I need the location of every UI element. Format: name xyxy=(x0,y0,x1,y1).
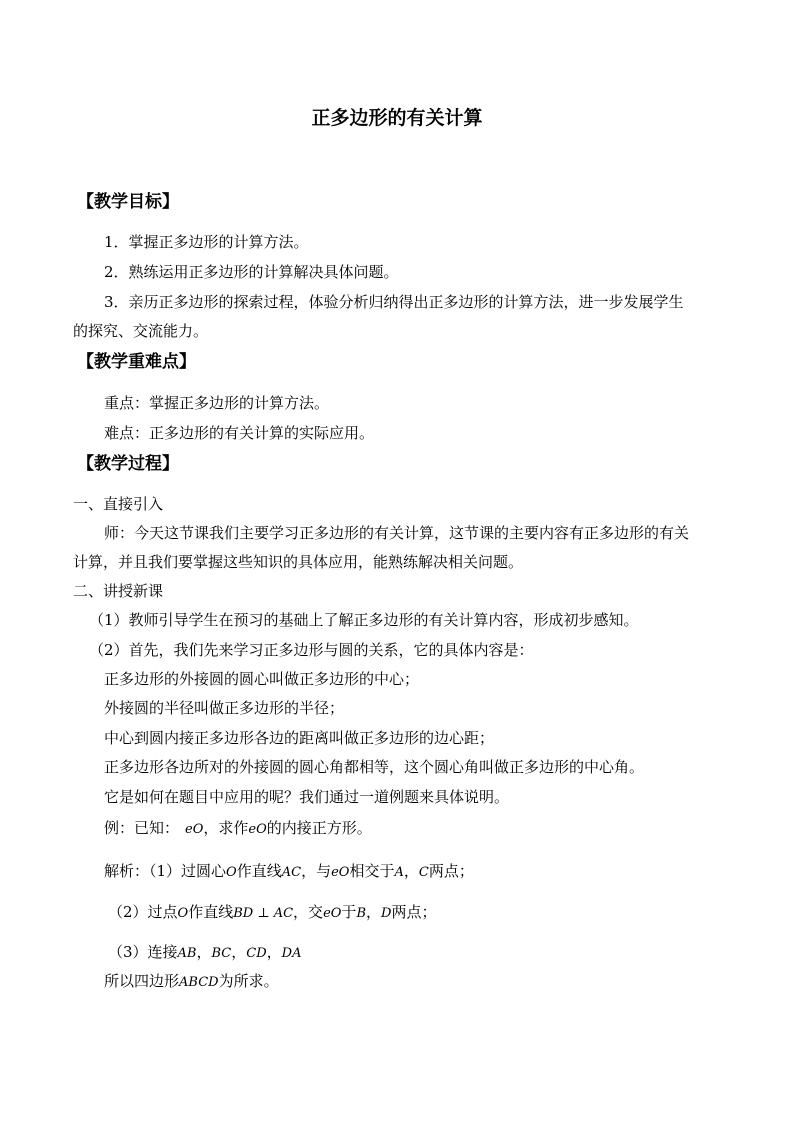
solution-step-1: 解析：（1）过圆心O作直线AC，与eO相交于A，C两点； xyxy=(104,862,474,880)
solution-step-3: （3）连接AB，BC，CD，DA xyxy=(108,943,302,961)
circle-o-symbol: eO xyxy=(331,865,350,880)
goal-item-2: 2．熟练运用正多边形的计算解决具体问题。 xyxy=(104,263,399,281)
goal-item-1: 1．掌握正多边形的计算方法。 xyxy=(104,233,309,251)
solution-step-2: （2）过点O作直线BD ⊥ AC，交eO于B，D两点； xyxy=(108,903,437,921)
part1-line-2: 计算，并且我们要掌握这些知识的具体应用，能熟练解决相关问题。 xyxy=(73,553,524,571)
part1-title: 一、直接引入 xyxy=(73,495,164,513)
part2-line-4: 外接圆的半径叫做正多边形的半径； xyxy=(104,699,345,717)
part2-line-6: 正多边形各边所对的外接圆的圆心角都相等，这个圆心角叫做正多边形的中心角。 xyxy=(104,758,645,776)
circle-o-symbol: eO xyxy=(323,906,342,921)
goals-heading: 【教学目标】 xyxy=(77,192,179,212)
conclusion-line: 所以四边形ABCD为所求。 xyxy=(104,972,279,990)
example-line: 例：已知： eO，求作eO的内接正方形。 xyxy=(104,819,372,837)
circle-o-symbol: eO xyxy=(248,822,267,837)
part1-line-1: 师：今天这节课我们主要学习正多边形的有关计算，这节课的主要内容有正多边形的有关 xyxy=(104,524,690,542)
part2-title: 二、讲授新课 xyxy=(73,582,164,600)
key-point-1: 重点：掌握正多边形的计算方法。 xyxy=(104,394,330,412)
goal-item-3: 3．亲历正多边形的探索过程，体验分析归纳得出正多边形的计算方法，进一步发展学生 xyxy=(104,293,684,311)
page-title: 正多边形的有关计算 xyxy=(311,107,483,129)
circle-o-symbol: eO xyxy=(185,822,204,837)
process-heading: 【教学过程】 xyxy=(77,454,179,474)
part2-line-1: （1）教师引导学生在预习的基础上了解正多边形的有关计算内容，形成初步感知。 xyxy=(89,611,639,629)
part2-line-7: 它是如何在题目中应用的呢？我们通过一道例题来具体说明。 xyxy=(104,788,510,806)
part2-line-3: 正多边形的外接圆的圆心叫做正多边形的中心； xyxy=(104,670,420,688)
key-points-heading: 【教学重难点】 xyxy=(77,352,196,372)
part2-line-2: （2）首先，我们先来学习正多边形与圆的关系，它的具体内容是： xyxy=(89,641,534,659)
part2-line-5: 中心到圆内接正多边形各边的距离叫做正多边形的边心距； xyxy=(104,729,495,747)
goal-item-3-cont: 的探究、交流能力。 xyxy=(73,322,209,340)
key-point-2: 难点：正多边形的有关计算的实际应用。 xyxy=(104,424,375,442)
